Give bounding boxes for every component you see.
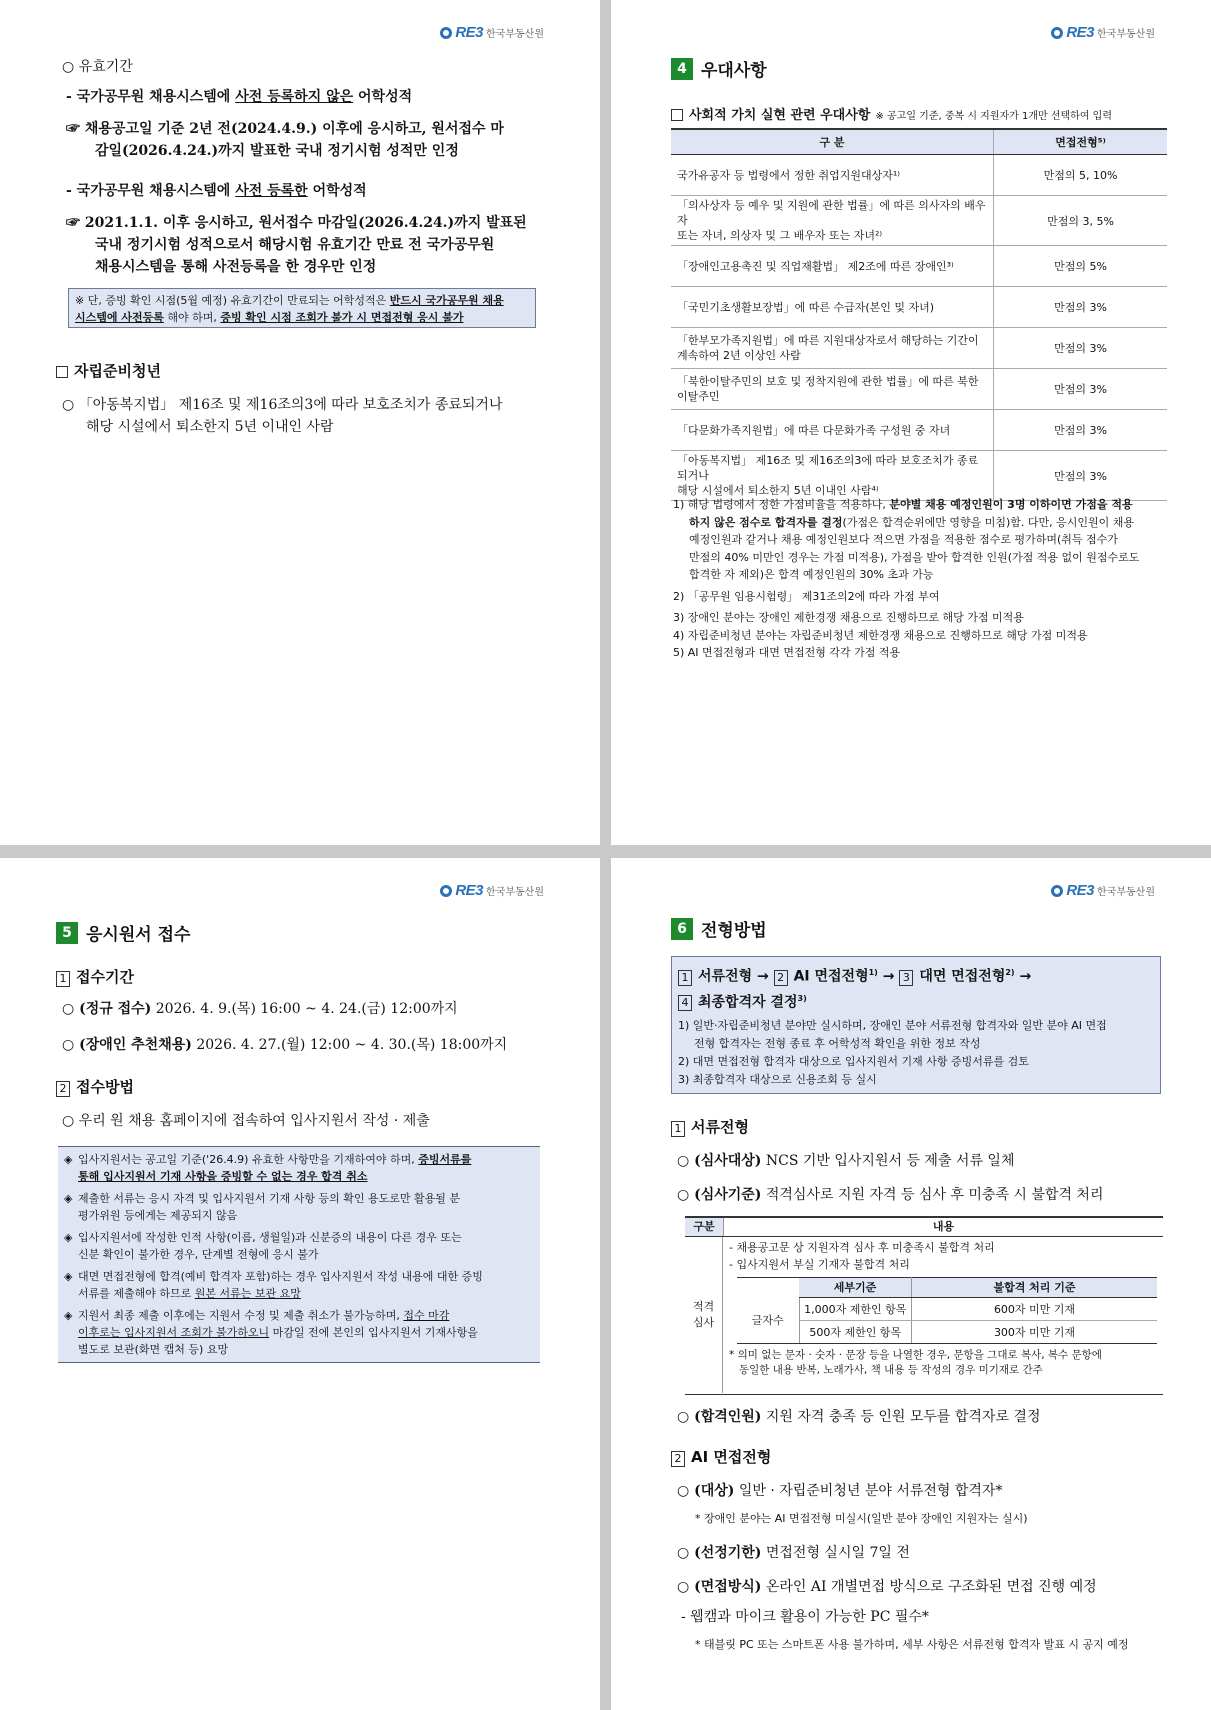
tbl-header-content: 내용 (932, 1220, 955, 1233)
process-flow-line-1: 1 서류전형 → 2 AI 면접전형$^{1)}$ → 3 대면 면접전형$^{2)}$ → (678, 962, 1154, 988)
note-item-3: ◈ 입사지원서에 작성한 인적 사항(이름, 생월일)과 신분증의 내용이 다른 경우 또는 신분 확인이 불가한 경우, 단계별 전형에 응시 불가 (64, 1231, 462, 1261)
footnote-2: 2) 「공무원 임용시험령」 제31조의2에 따라 가점 부여 (673, 589, 940, 603)
inner-cell-2b: 300자 미만 기재 (912, 1321, 1158, 1344)
validity-line-4a: ☞ 2021.1.1. 이후 응시하고, 원서접수 마감일(2026.4.24.)까지 발표된 (66, 215, 527, 231)
ai-deadline: ○ (선정기한) 면접전형 실시일 7일 전 (677, 1545, 910, 1561)
inner-cell-2a: 500자 제한인 항목 (799, 1321, 912, 1344)
logo-name: 한국부동산원 (486, 29, 544, 40)
validity-line-2a: ☞ 채용공고일 기준 2년 전(2024.4.9.) 이후에 응시하고, 원서접수 마 (66, 121, 504, 137)
table-row (671, 196, 1167, 246)
section-number: 5 (56, 922, 78, 944)
validity-line-4b: 국내 정기시험 성적으로서 해당시험 유효기간 만료 전 국가공무원 (95, 237, 495, 253)
col-header-interview: 면접전형⁵⁾ (994, 129, 1168, 155)
ai-interview-heading: 2 AI 면접전형 (671, 1446, 771, 1467)
note-text-b3: 증빙 확인 시점 조회가 불가 시 면접전형 응시 불가 (220, 311, 464, 324)
footnote-4: 4) 자립준비청년 분야는 자립준비청년 제한경쟁 채용으로 진행하므로 해당 가점 미적용 (673, 628, 1088, 642)
note-text-a1: ※ 단, 증빙 확인 시점(5월 예정) 유효기간이 만료되는 어학성적은 (75, 294, 390, 307)
table-row (671, 246, 1167, 287)
ai-pc-note: * 태블릿 PC 또는 스마트폰 사용 불가하며, 세부 사항은 서류전형 합격자 발표 시 공지 예정 (695, 1638, 1129, 1651)
logo-mark: RE3 (455, 24, 484, 41)
row-value: 만점의 3% (994, 410, 1168, 451)
logo-name: 한국부동산원 (1097, 887, 1155, 898)
tbl-line-2: - 입사지원서 부실 기재자 불합격 처리 (729, 1258, 910, 1271)
row-value: 만점의 3% (994, 287, 1168, 328)
document-screening-heading: 1 서류전형 (671, 1116, 749, 1137)
inner-header-fail: 불합격 처리 기준 (912, 1278, 1158, 1298)
tbl-line-1: - 채용공고문 상 지원자격 심사 후 미충족시 불합격 처리 (729, 1241, 995, 1254)
table-row (671, 287, 1167, 328)
youth-line-b: 해당 시설에서 퇴소한지 5년 이내인 사람 (86, 419, 334, 435)
logo (1051, 24, 1155, 41)
doc-pass: ○ (합격인원) 지원 자격 충족 등 인원 모두를 합격자로 결정 (677, 1409, 1041, 1425)
note-text-b2: 해야 하며, (163, 311, 221, 324)
row-category: 국가유공자 등 법령에서 정한 취업지원대상자¹⁾ (671, 155, 994, 196)
ai-method: ○ (면접방식) 온라인 AI 개별면접 방식으로 구조화된 면접 진행 예정 (677, 1579, 1097, 1595)
section-title: 응시원서 접수 (86, 925, 191, 945)
logo-mark: RE3 (1066, 24, 1095, 41)
note-item-2: ◈ 제출한 서류는 응시 자격 및 입사지원서 기재 사항 등의 확인 용도로만 활용될 분 평가위원 등에게는 제공되지 않음 (64, 1192, 460, 1222)
period-regular: ○ (정규 접수) 2026. 4. 9.(목) 16:00 ~ 4. 24.(금) 12:00까지 (62, 1001, 458, 1017)
note-text-b1: 시스템에 사전등록 (75, 311, 164, 324)
page-1 (0, 0, 600, 845)
footnote-5: 5) AI 면접전형과 대면 면접전형 각각 가점 적용 (673, 646, 901, 659)
section-number: 4 (671, 58, 693, 80)
section-4-heading (671, 56, 767, 81)
row-category: 「아동복지법」 제16조 및 제16조의3에 따라 보호조치가 종료되거나 해당 시설에서 퇴소한지 5년 이내인 사람⁴⁾ (671, 451, 994, 501)
table-row (671, 328, 1167, 369)
section-6-heading (671, 916, 767, 941)
logo (1051, 882, 1155, 899)
process-flow-line-2: 4 최종합격자 결정$^{3)}$ (678, 988, 1154, 1014)
row-category: 「한부모가족지원법」에 따른 지원대상자로서 해당하는 기간이 계속하여 2년 이상인 사람 (671, 328, 994, 369)
preference-subheading: 사회적 가치 실현 관련 우대사항 ※ 공고일 기준, 중복 시 지원자가 1개만 선택하여 입력 (671, 104, 1112, 123)
section-5-heading (56, 920, 190, 945)
period-disabled: ○ (장애인 추천채용) 2026. 4. 27.(월) 12:00 ~ 4. 30.(목) 18:00까지 (62, 1037, 508, 1053)
footnotes: 1) 해당 법령에서 정한 가점비율을 적용하나, 분야별 채용 예정인원이 3명 이하이면 가점을 적용 하지 않은 점수로 합격자를 결정(가점은 합격순위에만 영향을 미침)함. 다만, 응시인원이 채용 예정인원과 같거나 채용 예정인원보다 적으면 가점을 적용한 점수로 평가하며(취득 점수가 만점의 40% 미만인 경우는 가점 미적용), 가점을 받아 합격한 인원(가점 적용 없이 원점수로도 합격한 자 제외)은 합격 예정인원의 30% 초과 가능 2) 「공무원 임용시험령」 제31조의2에 따라 가점 부여 3) 장애인 분야는 장애인 제한경쟁 채용으로 진행하므로 해당 가점 미적용 4) 자립준비청년 분야는 자립준비청년 제한경쟁 채용으로 진행하므로 해당 가점 미적용 5) AI 면접전형과 대면 면접전형 각각 가점 적용 (673, 496, 1173, 662)
logo-name: 한국부동산원 (486, 887, 544, 898)
process-flow-notes: 1) 일반·자립준비청년 분야만 실시하며, 장애인 분야 서류전형 합격자와 일반 분야 AI 면접 전형 합격자는 전형 종료 후 어학성적 확인을 위한 정보 작성 2) 대면 면접전형 합격자 대상으로 입사지원서 기재 사항 증빙서류를 검토 3) 최종합격자 대상으로 신용조회 등 실시 (678, 1019, 1107, 1087)
logo (440, 24, 544, 41)
validity-note-box (68, 288, 536, 328)
inner-cell-1a: 1,000자 제한인 항목 (799, 1298, 912, 1321)
doc-target: ○ (심사대상) NCS 기반 입사지원서 등 제출 서류 일체 (677, 1153, 1015, 1169)
validity-line-1: - 국가공무원 채용시스템에 사전 등록하지 않은 어학성적 (66, 89, 413, 105)
row-category: 「국민기초생활보장법」에 따른 수급자(본인 및 자녀) (671, 287, 994, 328)
preference-subnote: ※ 공고일 기준, 중복 시 지원자가 1개만 선택하여 입력 (875, 111, 1113, 122)
footnote-1: 1) 해당 법령에서 정한 가점비율을 적용하나, 분야별 채용 예정인원이 3명 이하이면 가점을 적용 (673, 498, 1133, 511)
preference-table (671, 128, 1167, 501)
inner-cell-1b: 600자 미만 기재 (912, 1298, 1158, 1321)
period-subheading: 1 접수기간 (56, 966, 134, 987)
row-value: 만점의 5, 10% (994, 155, 1168, 196)
table-row (671, 369, 1167, 410)
youth-title: 자립준비청년 (56, 360, 161, 381)
table-row (671, 410, 1167, 451)
row-value: 만점의 3, 5% (994, 196, 1168, 246)
process-flow-box (671, 956, 1161, 1094)
table-row (671, 155, 1167, 196)
inner-header-detail: 세부기준 (799, 1278, 912, 1298)
section-title: 전형방법 (701, 921, 767, 941)
logo (440, 882, 544, 899)
page-4 (611, 858, 1211, 1710)
row-value: 만점의 3% (994, 328, 1168, 369)
validity-line-2b: 감일(2026.4.24.)까지 발표한 국내 정기시험 성적만 인정 (95, 143, 459, 159)
validity-line-3: - 국가공무원 채용시스템에 사전 등록한 어학성적 (66, 183, 367, 199)
footnote-3: 3) 장애인 분야는 장애인 제한경쟁 채용으로 진행하므로 해당 가점 미적용 (673, 611, 1024, 624)
row-value: 만점의 5% (994, 246, 1168, 287)
row-category: 「의사상자 등 예우 및 지원에 관한 법률」에 따른 의사자의 배우자 또는 자녀, 의상자 및 그 배우자 또는 자녀²⁾ (671, 196, 994, 246)
screening-criteria-table (685, 1216, 1163, 1395)
note-text-a2: 반드시 국가공무원 채용 (389, 294, 504, 307)
col-header-category: 구 분 (671, 129, 994, 155)
section-number: 6 (671, 918, 693, 940)
doc-criteria: ○ (심사기준) 적격심사로 지원 자격 등 심사 후 미충족 시 불합격 처리 (677, 1187, 1104, 1203)
note-item-1: ◈ 입사지원서는 공고일 기준('26.4.9) 유효한 사항만을 기재하여야 하며, 증빙서류를 통해 입사지원서 기재 사항을 증빙할 수 없는 경우 합격 취소 (64, 1153, 472, 1183)
tbl-header-category: 구분 (685, 1218, 724, 1236)
row-category: 「다문화가족지원법」에 따른 다문화가족 구성원 중 자녀 (671, 410, 994, 451)
ai-target-note: * 장애인 분야는 AI 면접전형 미실시(일반 분야 장애인 지원자는 실시) (695, 1512, 1028, 1525)
method-notes-box (58, 1146, 540, 1363)
row-value: 만점의 3% (994, 369, 1168, 410)
page-3 (0, 858, 600, 1710)
logo-name: 한국부동산원 (1097, 29, 1155, 40)
page-2 (611, 0, 1211, 845)
note-item-4: ◈ 대면 면접전형에 합격(예비 합격자 포함)하는 경우 입사지원서 작성 내용에 대한 증빙 서류를 제출해야 하므로 원본 서류는 보관 요망 (64, 1270, 483, 1300)
section-title: 우대사항 (701, 61, 767, 81)
logo-circle-icon (1051, 27, 1063, 39)
logo-circle-icon (440, 885, 452, 897)
logo-circle-icon (1051, 885, 1063, 897)
method-line: ○ 우리 원 채용 홈페이지에 접속하여 입사지원서 작성 · 제출 (62, 1113, 430, 1129)
row-category: 「북한이탈주민의 보호 및 정착지원에 관한 법률」에 따른 북한 이탈주민 (671, 369, 994, 410)
tbl-row-label: 적격 심사 (685, 1237, 723, 1393)
checkbox-square-icon (671, 109, 683, 121)
ai-pc-requirement: - 웹캠과 마이크 활용이 가능한 PC 필수* (681, 1609, 929, 1625)
tbl-note: * 의미 없는 문자 · 숫자 · 문장 등을 나열한 경우, 문항을 그대로 복사, 복수 문항에 동일한 내용 반복, 노래가사, 책 내용 등 작성의 경우 미기재로 간주 (729, 1349, 1102, 1376)
inner-row-label: 글자수 (737, 1298, 799, 1344)
ai-target: ○ (대상) 일반 · 자립준비청년 분야 서류전형 합격자* (677, 1483, 1003, 1499)
logo-mark: RE3 (1066, 882, 1095, 899)
row-category: 「장애인고용촉진 및 직업재활법」 제2조에 따른 장애인³⁾ (671, 246, 994, 287)
youth-line-a: ○ 「아동복지법」 제16조 및 제16조의3에 따라 보호조치가 종료되거나 (62, 397, 503, 413)
note-item-5: ◈ 지원서 최종 제출 이후에는 지원서 수정 및 제출 취소가 불가능하며, 접수 마감 이후로는 입사지원서 조회가 불가하오니 마감일 전에 본인의 입사지원서 기재사항을 별도로 보관(화면 캡처 등) 요망 (64, 1309, 478, 1356)
logo-circle-icon (440, 27, 452, 39)
validity-line-4c: 채용시스템을 통해 사전등록을 한 경우만 인정 (95, 259, 377, 275)
checkbox-square-icon (56, 366, 68, 378)
char-limit-table (737, 1277, 1157, 1344)
row-value: 만점의 3% (994, 451, 1168, 501)
logo-mark: RE3 (455, 882, 484, 899)
table-row (671, 451, 1167, 501)
method-subheading: 2 접수방법 (56, 1076, 134, 1097)
validity-title: ○ 유효기간 (62, 59, 133, 75)
